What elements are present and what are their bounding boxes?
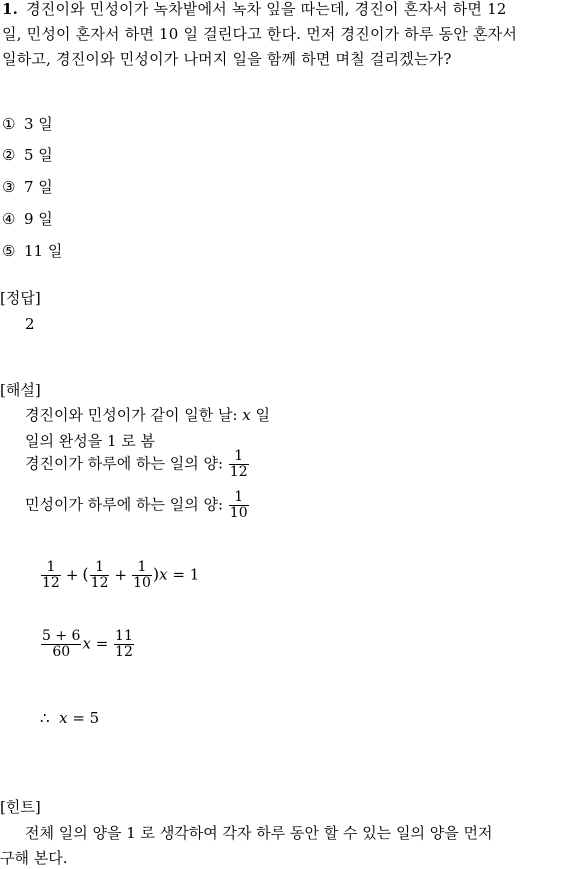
therefore-symbol: ∴ [40, 709, 50, 727]
plus-sign: + [114, 565, 128, 584]
hint-label: [힌트] [0, 798, 41, 816]
equation-1 [40, 560, 199, 591]
denominator: 10 [133, 575, 151, 591]
choice-label: 11 일 [24, 242, 63, 260]
denominator: 12 [229, 464, 248, 480]
fraction-5plus6-60 [41, 629, 81, 660]
choice-mark: ⑤ [2, 242, 16, 260]
close-paren: ) [152, 564, 160, 584]
fraction-1-12 [229, 449, 249, 480]
solution-line-3 [25, 449, 250, 480]
denominator: 60 [52, 644, 71, 660]
equation-rhs: = 1 [167, 565, 200, 584]
fraction-1-10 [132, 560, 152, 591]
choice-label: 9 일 [24, 210, 53, 228]
fraction-11-12 [114, 629, 134, 660]
variable-x: x [59, 709, 68, 727]
numerator: 1 [41, 560, 61, 576]
variable-x: x [82, 634, 91, 653]
choice-4[interactable] [2, 212, 53, 227]
choice-label: 5 일 [24, 146, 53, 164]
choice-mark: ② [2, 146, 16, 164]
question-line-1 [2, 2, 507, 17]
question-text-1: 경진이와 민성이가 녹차밭에서 녹차 잎을 따는데, 경진이 혼자서 하면 12 [26, 0, 507, 18]
solution-line-4 [25, 490, 250, 521]
fraction-1-12 [90, 560, 110, 591]
answer-label: [정답] [0, 289, 41, 307]
question-number: 1. [2, 0, 19, 18]
equation-3 [40, 709, 99, 727]
numerator: 5 + 6 [42, 628, 81, 644]
solution-line-1 [25, 408, 270, 423]
choice-mark: ④ [2, 210, 16, 228]
denominator: 12 [90, 575, 109, 591]
solution-text: 민성이가 하루에 하는 일의 양: [25, 495, 228, 514]
question-line-2: 일, 민성이 혼자서 하면 10 일 걸린다고 한다. 먼저 경진이가 하루 동안 혼자서 [2, 25, 518, 43]
choice-mark: ① [2, 115, 16, 133]
fraction-1-10 [229, 490, 249, 521]
denominator: 12 [115, 644, 133, 660]
question-line-3: 일하고, 경진이와 민성이가 나머지 일을 함께 하면 며칠 걸리겠는가? [2, 50, 452, 68]
numerator: 1 [229, 449, 249, 465]
choice-label: 7 일 [24, 178, 53, 196]
solution-text: 경진이와 민성이가 같이 일한 날: [25, 406, 243, 424]
choice-mark: ③ [2, 178, 16, 196]
variable-x: x [159, 565, 168, 584]
solution-label: [해설] [0, 381, 41, 399]
answer-value: 2 [25, 315, 35, 333]
equals-sign: = [90, 634, 114, 653]
hint-line-2: 구해 본다. [0, 849, 68, 867]
choice-2[interactable] [2, 148, 53, 163]
equation-rhs: = 5 [67, 709, 100, 727]
hint-line-1: 전체 일의 양을 1 로 생각하여 각자 하루 동안 할 수 있는 일의 양을 먼저 [25, 824, 493, 842]
choice-label: 3 일 [24, 115, 53, 133]
numerator: 11 [115, 628, 133, 644]
equation-2 [40, 629, 135, 660]
choice-1[interactable] [2, 117, 53, 132]
choice-5[interactable] [2, 244, 62, 259]
solution-line-2: 일의 완성을 1 로 봄 [25, 432, 156, 450]
fraction-1-12 [41, 560, 61, 591]
numerator: 1 [90, 560, 110, 576]
plus-sign: + [65, 565, 79, 584]
numerator: 1 [229, 490, 249, 506]
denominator: 10 [229, 505, 248, 521]
open-paren: ( [82, 564, 89, 584]
variable-x: x [242, 406, 251, 424]
choice-3[interactable] [2, 180, 53, 195]
solution-text: 경진이가 하루에 하는 일의 양: [25, 454, 228, 473]
unit-text: 일 [250, 406, 270, 424]
numerator: 1 [132, 560, 152, 576]
denominator: 12 [42, 575, 60, 591]
